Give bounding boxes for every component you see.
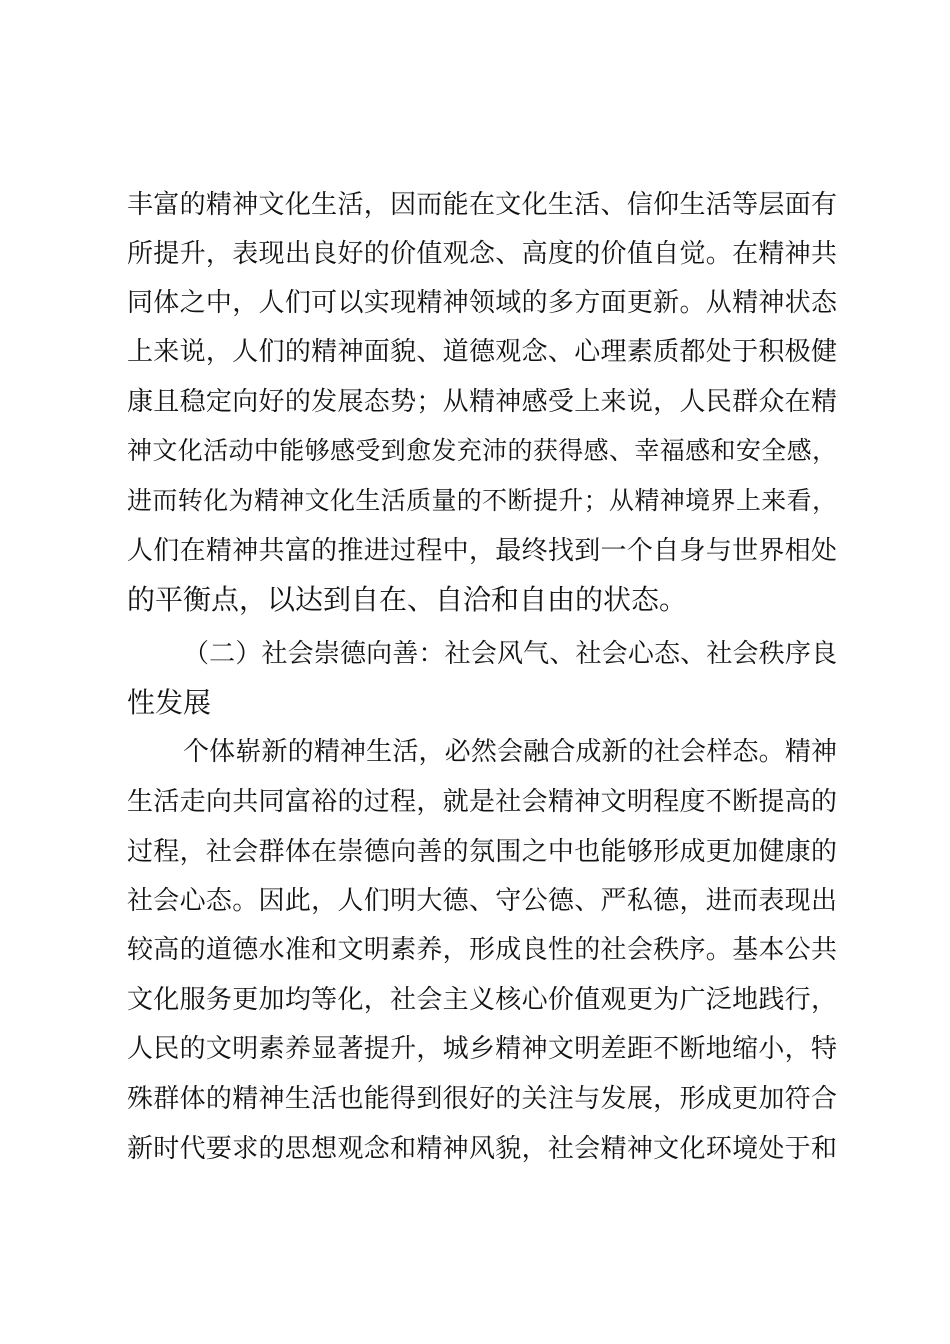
paragraph-line: 文化服务更加均等化，社会主义核心价值观更为广泛地践行， [127,985,837,1015]
paragraph-line: 个体崭新的精神生活，必然会融合成新的社会样态。精神 [183,737,837,767]
paragraph-line: 较高的道德水准和文明素养，形成良性的社会秩序。基本公共 [127,935,837,965]
paragraph-line: 康且稳定向好的发展态势；从精神感受上来说，人民群众在精 [127,387,837,417]
paragraph-line: 人民的文明素养显著提升，城乡精神文明差距不断地缩小，特 [127,1034,837,1064]
paragraph-line: 所提升，表现出良好的价值观念、高度的价值自觉。在精神共 [127,239,837,269]
paragraph-line: 过程，社会群体在崇德向善的氛围之中也能够形成更加健康的 [127,837,837,867]
heading-line: （二）社会崇德向善：社会风气、社会心态、社会秩序良 [183,639,837,669]
paragraph-line: 新时代要求的思想观念和精神风貌，社会精神文化环境处于和 [127,1134,837,1164]
paragraph-line: 同体之中，人们可以实现精神领域的多方面更新。从精神状态 [127,288,837,318]
paragraph-line: 社会心态。因此，人们明大德、守公德、严私德，进而表现出 [127,886,837,916]
paragraph-line: 上来说，人们的精神面貌、道德观念、心理素质都处于积极健 [127,337,837,367]
heading-line: 性发展 [127,686,212,719]
paragraph-line: 的平衡点，以达到自在、自洽和自由的状态。 [127,583,688,616]
paragraph-line: 殊群体的精神生活也能得到很好的关注与发展，形成更加符合 [127,1084,837,1114]
paragraph-line: 人们在精神共富的推进过程中，最终找到一个自身与世界相处 [127,536,837,566]
paragraph-line: 生活走向共同富裕的过程，就是社会精神文明程度不断提高的 [127,787,837,817]
paragraph-line: 丰富的精神文化生活，因而能在文化生活、信仰生活等层面有 [127,190,837,220]
paragraph-line: 进而转化为精神文化生活质量的不断提升；从精神境界上来看， [127,486,837,515]
paragraph-line: 神文化活动中能够感受到愈发充沛的获得感、幸福感和安全感， [127,436,837,465]
